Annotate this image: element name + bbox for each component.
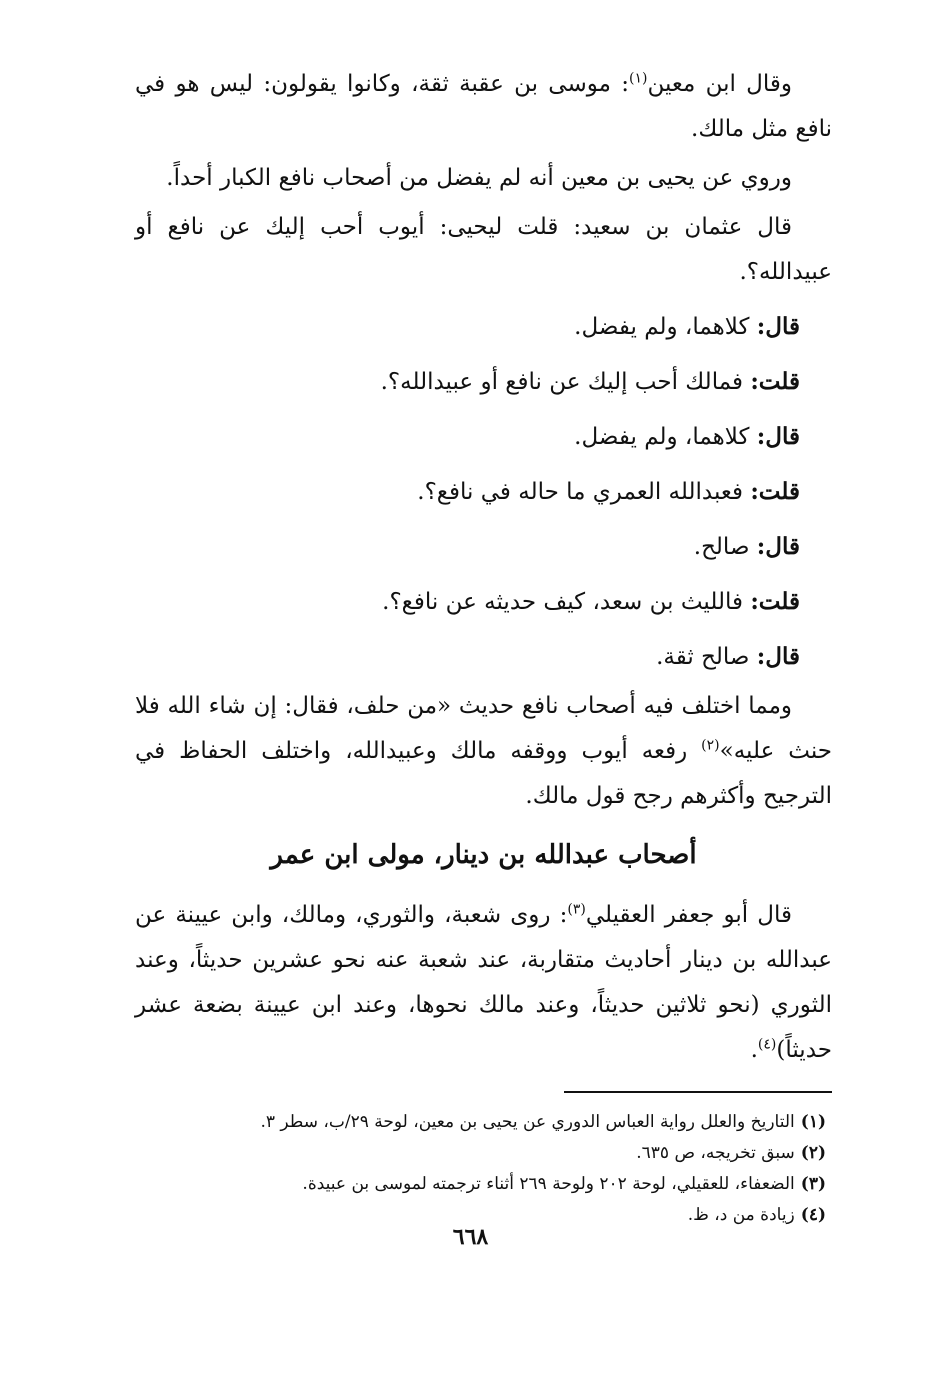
footnote-number: (٣): [800, 1174, 826, 1194]
dialog-text: كلاهما، ولم يفضل.: [574, 424, 750, 450]
footnote-ref-1[interactable]: (١): [628, 70, 648, 87]
dialog-speaker: قال:: [756, 643, 800, 670]
footnote-number: (١): [800, 1112, 826, 1132]
dialog-text: صالح ثقة.: [656, 644, 750, 670]
paragraph-text: : موسى بن عقبة ثقة، وكانوا يقولون: ليس هو في نافع مثل مالك.: [135, 71, 832, 142]
footnote-item: [135, 1107, 826, 1138]
dialog-speaker: قلت:: [750, 588, 800, 615]
dialog-line: [135, 354, 800, 409]
paragraph-text: قال أبو جعفر العقيلي: [585, 902, 792, 928]
footnote-ref-3[interactable]: (٣): [567, 901, 586, 918]
paragraph-hadith-difference: [135, 684, 832, 819]
paragraph-uthman: [135, 205, 832, 295]
page-number: ٦٦٨: [452, 1224, 489, 1250]
footnote-text: زيادة من د، ظ.: [687, 1205, 795, 1225]
footnote-divider: [564, 1091, 832, 1093]
dialog-line: [135, 409, 800, 464]
paragraph-text: : روى شعبة، والثوري، ومالك، وابن عيينة عن عبدالله بن دينار أحاديث متقاربة، عند شعبة عنه نحو عشرين حديثاً، وعند الثوري (نحو ثلاثين حديثاً، وعند مالك نحوها، وعند ابن عيينة بضعة عشر حديثاً): [135, 902, 832, 1063]
footnote-number: (٤): [800, 1205, 826, 1225]
footnote-item: [135, 1169, 826, 1200]
paragraph-text: ومما اختلف فيه أصحاب نافع حديث «من حلف، فقال: إن شاء الله فلا حنث عليه»: [135, 693, 832, 764]
dialog-text: كلاهما، ولم يفضل.: [574, 314, 750, 340]
dialog-line: [135, 464, 800, 519]
dialog-speaker: قلت:: [750, 478, 800, 505]
paragraph-text: قال عثمان بن سعيد: قلت ليحيى: أيوب أحب إليك عن نافع أو عبيدالله؟.: [135, 214, 832, 285]
page-body: [135, 62, 832, 1231]
dialog-line: [135, 574, 800, 629]
section-heading: أصحاب عبدالله بن دينار، مولى ابن عمر: [270, 840, 697, 870]
footnotes: [135, 1107, 832, 1231]
footnote-ref-4[interactable]: (٤): [757, 1036, 777, 1053]
dialog-speaker: قال:: [756, 423, 800, 450]
paragraph-text: وروي عن يحيى بن معين أنه لم يفضل من أصحاب نافع الكبار أحداً.: [166, 165, 792, 191]
dialog-text: فعبدالله العمري ما حاله في نافع؟.: [417, 479, 743, 505]
footnote-ref-2[interactable]: (٢): [701, 737, 720, 754]
dialog-text: فالليث بن سعد، كيف حديثه عن نافع؟.: [382, 589, 743, 615]
dialog-speaker: قال:: [756, 533, 800, 560]
dialog-text: صالح.: [693, 534, 750, 560]
dialog-speaker: قال:: [756, 313, 800, 340]
paragraph-text: .: [750, 1037, 758, 1063]
paragraph-yahya: [135, 156, 832, 201]
footnote-text: التاريخ والعلل رواية العباس الدوري عن يحيى بن معين، لوحة ٢٩/ب، سطر ٣.: [260, 1112, 795, 1132]
dialog-line: [135, 629, 800, 684]
dialog-line: [135, 299, 800, 354]
paragraph-text: رفعه أيوب ووقفه مالك وعبيدالله، واختلف الحفاظ في الترجيح وأكثرهم رجح قول مالك.: [135, 738, 832, 809]
dialog-block: [135, 299, 832, 684]
dialog-line: [135, 519, 800, 574]
footnote-text: سبق تخريجه، ص ٦٣٥.: [636, 1143, 795, 1163]
paragraph-text: وقال ابن معين: [647, 71, 793, 97]
paragraph-uqayli: [135, 893, 832, 1073]
dialog-speaker: قلت:: [750, 368, 800, 395]
dialog-text: فمالك أحب إليك عن نافع أو عبيدالله؟.: [380, 369, 743, 395]
footnote-item: [135, 1138, 826, 1169]
footnote-number: (٢): [800, 1143, 826, 1163]
paragraph-ibn-maeen: [135, 62, 832, 152]
footnote-text: الضعفاء، للعقيلي، لوحة ٢٠٢ ولوحة ٢٦٩ أثناء ترجمته لموسى بن عبيدة.: [302, 1174, 795, 1194]
